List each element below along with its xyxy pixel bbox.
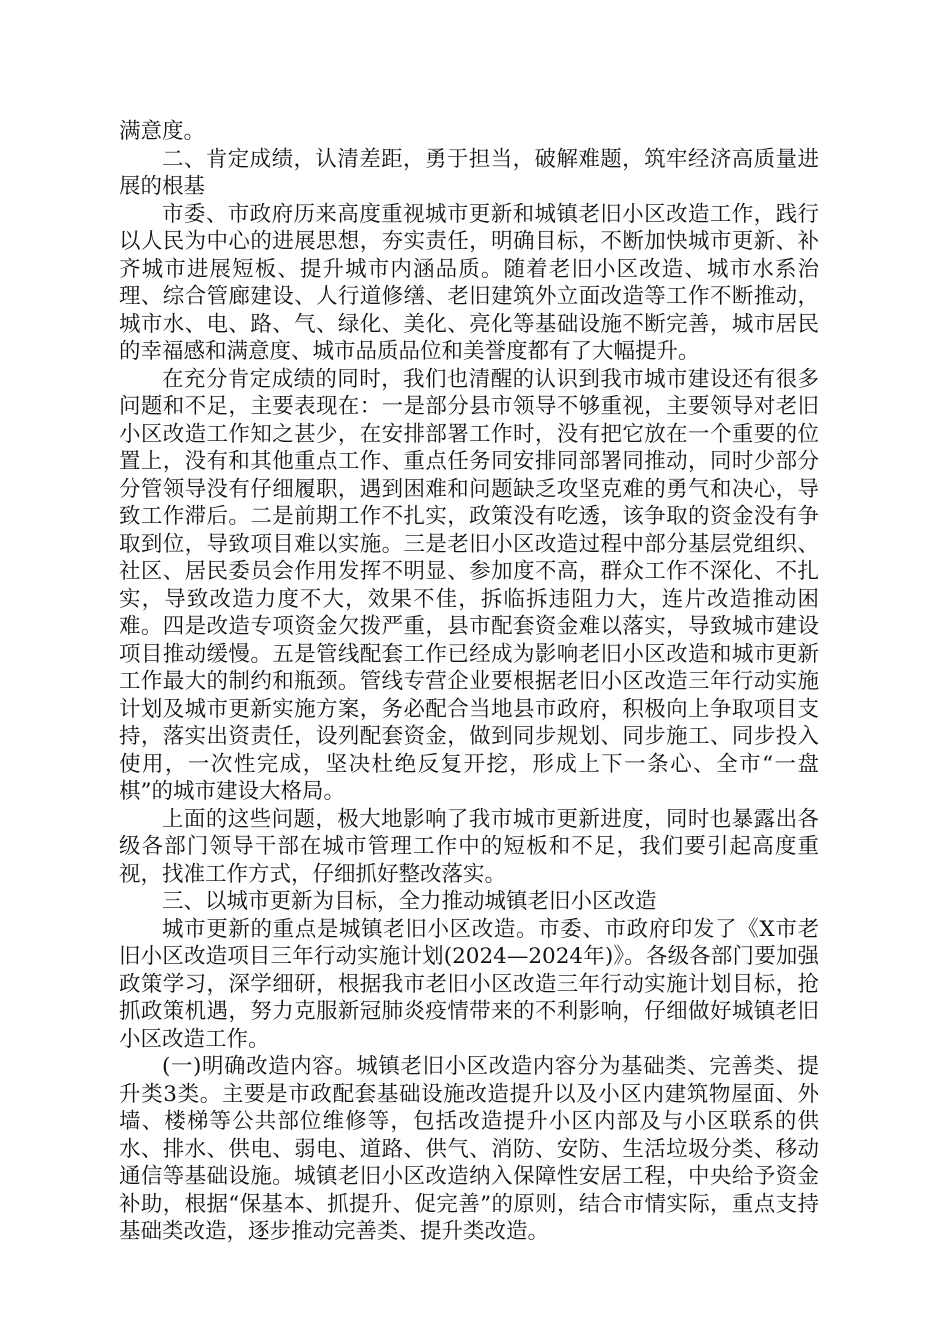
paragraph: (一)明确改造内容。城镇老旧小区改造内容分为基础类、完善类、提升类3类。主要是市政配套基础设施改造提升以及小区内建筑物屋面、外墙、楼梯等公共部位维修等，包括改造提升小区内部及与小区联系的供水、排水、供电、弱电、道路、供气、消防、安防、生活垃圾分类、移动通信等基础设施。城镇老旧小区改造纳入保障性安居工程，中央给予资金补助，根据“保基本、抓提升、促完善”的原则，结合市情实际，重点支持基础类改造，逐步推动完善类、提升类改造。 bbox=[119, 1054, 819, 1244]
paragraph: 上面的这些问题，极大地影响了我市城市更新进度，同时也暴露出各级各部门领导干部在城市管理工作中的短板和不足，我们要引起高度重视，找准工作方式，仔细抓好整改落实。 bbox=[119, 806, 819, 887]
section-heading-3: 三、以城市更新为目标，全力推动城镇老旧小区改造 bbox=[162, 889, 657, 914]
paragraph: 市委、市政府历来高度重视城市更新和城镇老旧小区改造工作，践行以人民为中心的进展思想，夯实责任，明确目标，不断加快城市更新、补齐城市进展短板、提升城市内涵品质。随着老旧小区改造、城市水系治理、综合管廊建设、人行道修缮、老旧建筑外立面改造等工作不断推动，城市水、电、路、气、绿化、美化、亮化等基础设施不断完善，城市居民的幸福感和满意度、城市品质品位和美誉度都有了大幅提升。 bbox=[119, 201, 819, 364]
document-page bbox=[119, 118, 819, 1246]
paragraph-continuation: 满意度。 bbox=[119, 119, 206, 144]
paragraph: 在充分肯定成绩的同时，我们也清醒的认识到我市城市建设还有很多问题和不足，主要表现在：一是部分县市领导不够重视，主要领导对老旧小区改造工作知之甚少，在安排部署工作时，没有把它放在一个重要的位置上，没有和其他重点工作、重点任务同安排同部署同推动，同时少部分分管领导没有仔细履职，遇到困难和问题缺乏攻坚克难的勇气和决心，导致工作滞后。二是前期工作不扎实，政策没有吃透，该争取的资金没有争取到位，导致项目难以实施。三是老旧小区改造过程中部分基层党组织、社区、居民委员会作用发挥不明显、参加度不高，群众工作不深化、不扎实，导致改造力度不大，效果不佳，拆临拆违阻力大，连片改造推动困难。四是改造专项资金欠拨严重，县市配套资金难以落实，导致城市建设项目推动缓慢。五是管线配套工作已经成为影响老旧小区改造和城市更新工作最大的制约和瓶颈。管线专营企业要根据老旧小区改造三年行动实施计划及城市更新实施方案，务必配合当地县市政府，积极向上争取项目支持，落实出资责任，设列配套资金，做到同步规划、同步施工、同步投入使用，一次性完成，坚决杜绝反复开挖，形成上下一条心、全市“一盘棋”的城市建设大格局。 bbox=[119, 366, 819, 804]
paragraph: 城市更新的重点是城镇老旧小区改造。市委、市政府印发了《X市老旧小区改造项目三年行动实施计划(2024—2024年)》。各级各部门要加强政策学习，深学细研，根据我市老旧小区改造三年行动实施计划目标，抢抓政策机遇，努力克服新冠肺炎疫情带来的不利影响，仔细做好城镇老旧小区改造工作。 bbox=[119, 916, 819, 1052]
section-heading-2: 二、肯定成绩，认清差距，勇于担当，破解难题，筑牢经济高质量进展的根基 bbox=[119, 146, 819, 199]
